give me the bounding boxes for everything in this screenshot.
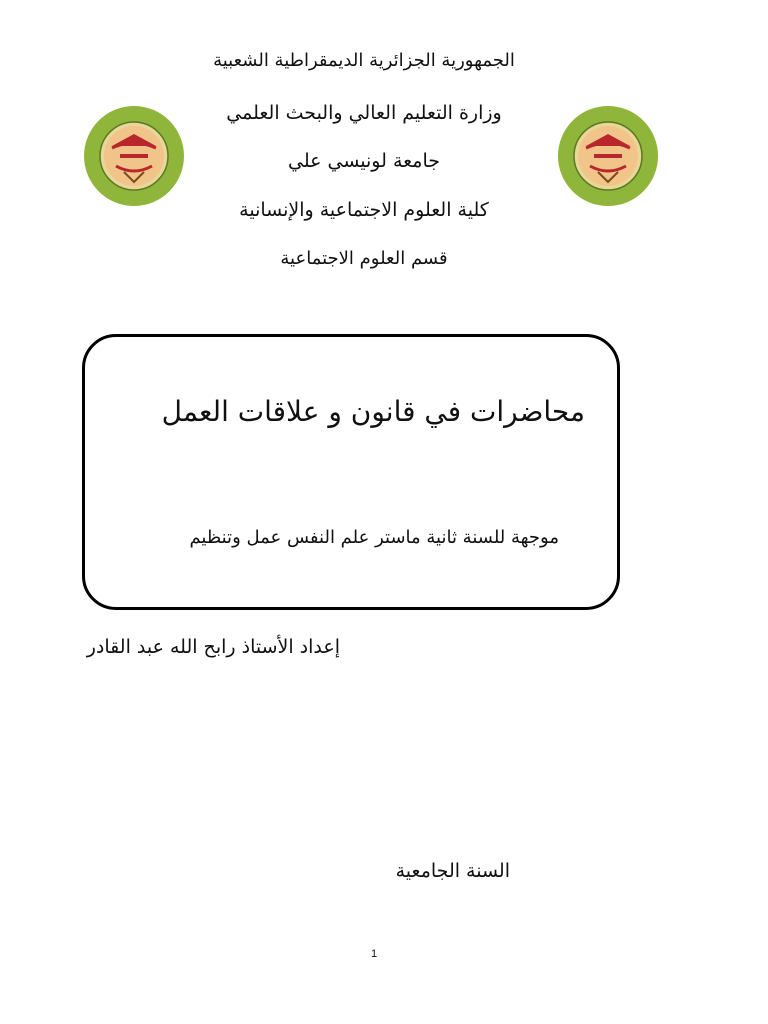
faculty-heading: كلية العلوم الاجتماعية والإنسانية: [239, 199, 489, 221]
document-title: محاضرات في قانون و علاقات العمل: [161, 395, 585, 428]
department-heading: قسم العلوم الاجتماعية: [280, 248, 448, 269]
academic-year: السنة الجامعية: [395, 860, 510, 882]
republic-heading: الجمهورية الجزائرية الديمقراطية الشعبية: [213, 50, 515, 71]
university-heading: جامعة لونيسي علي: [287, 150, 441, 172]
university-seal-left: [82, 104, 186, 208]
title-box: [82, 334, 620, 610]
document-subtitle: موجهة للسنة ثانية ماستر علم النفس عمل وتنظيم: [189, 527, 559, 548]
ministry-heading: وزارة التعليم العالي والبحث العلمي: [226, 102, 502, 124]
author-line: إعداد الأستاذ رابح الله عبد القادر: [86, 636, 340, 658]
page-number: 1: [370, 948, 378, 960]
university-seal-right: [556, 104, 660, 208]
